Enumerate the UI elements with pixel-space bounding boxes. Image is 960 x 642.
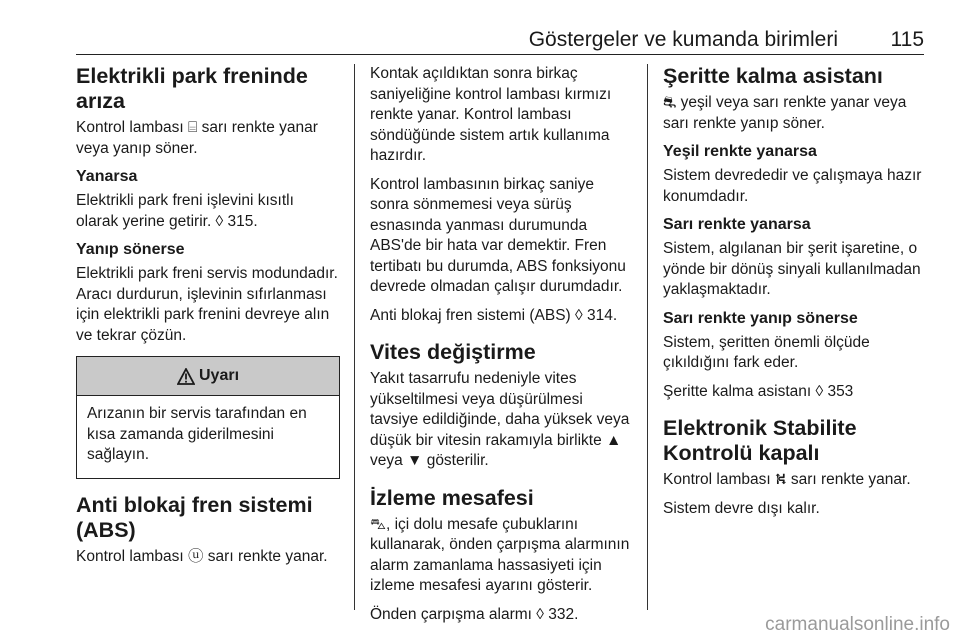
paragraph: Şeritte kalma asistanı ◊ 353 xyxy=(663,382,854,400)
paragraph: Kontrol lambasının birkaç saniye sonra sönmemesi veya sürüş esnasında yanması durumunda ABS'de bir hata var demektir. Fren tertibatı bu durumda, ABS fonksiyonu devrede olmadan çalışır durumdadır. xyxy=(370,175,626,295)
warning-title: Uyarı xyxy=(198,367,240,384)
warning-text: Arızanın bir servis tarafından en kısa zamanda giderilmesini sağlayın. xyxy=(87,405,307,463)
paragraph: Kontrol lambası ⛕ sarı renkte yanar. xyxy=(663,471,911,488)
heading-abs: Anti blokaj fren sistemi (ABS) xyxy=(76,492,313,542)
section-title: Göstergeler ve kumanda birimleri xyxy=(528,28,838,51)
heading-park-brake-fault: Elektrikli park freninde arıza xyxy=(76,64,308,113)
warning-header xyxy=(77,357,339,396)
subheading-sari-yanip: Sarı renkte yanıp sönerse xyxy=(663,309,858,327)
column-1 xyxy=(76,64,340,575)
paragraph: Sistem, algılanan bir şerit işaretine, o yönde bir dönüş sinyali kullanılmadan yaklaşmaktadır. xyxy=(663,240,921,298)
page-number: 115 xyxy=(890,28,924,51)
watermark: carmanualsonline.info xyxy=(765,614,950,635)
subheading-sari: Sarı renkte yanarsa xyxy=(663,216,811,233)
column-divider xyxy=(647,64,648,610)
paragraph: Sistem, şeritten önemli ölçüde çıkıldığını fark eder. xyxy=(663,333,870,371)
subheading-yesil: Yeşil renkte yanarsa xyxy=(663,143,817,160)
column-2 xyxy=(370,64,632,633)
paragraph: Sistem devrededir ve çalışmaya hazır konumdadır. xyxy=(663,167,922,205)
paragraph: ⛐ yeşil veya sarı renkte yanar veya sarı renkte yanıp söner. xyxy=(663,94,907,132)
page-header xyxy=(76,26,924,55)
heading-vites: Vites değiştirme xyxy=(370,340,536,364)
subheading-yanarsa: Yanarsa xyxy=(76,168,138,185)
column-divider xyxy=(354,64,355,610)
warning-triangle-icon xyxy=(177,368,195,385)
heading-lane-keep: Şeritte kalma asistanı xyxy=(663,64,883,88)
paragraph: Elektrikli park freni servis modundadır. Aracı durdurun, işlevinin sıfırlanması için elektrikli park frenini devreye alın ve tekrar çözün. xyxy=(76,265,338,344)
paragraph: Kontrol lambası ⌸ sarı renkte yanar veya yanıp söner. xyxy=(76,119,318,157)
paragraph: Kontrol lambası ⓤ sarı renkte yanar. xyxy=(76,547,328,565)
column-3 xyxy=(663,64,927,527)
heading-esc: Elektronik Stabilite Kontrolü kapalı xyxy=(663,416,857,465)
heading-izleme: İzleme mesafesi xyxy=(370,485,534,510)
paragraph: Anti blokaj fren sistemi (ABS) ◊ 314. xyxy=(370,306,618,324)
warning-box xyxy=(76,356,340,479)
paragraph: Önden çarpışma alarmı ◊ 332. xyxy=(370,605,579,623)
paragraph: Elektrikli park freni işlevini kısıtlı olarak yerine getirir. ◊ 315. xyxy=(76,192,294,230)
paragraph: Kontak açıldıktan sonra birkaç saniyeliğine kontrol lambası kırmızı renkte yanar. Kontrol lambası söndüğünde sistem artık kullanıma hazırdır. xyxy=(370,65,612,164)
subheading-yanip-sonerse: Yanıp sönerse xyxy=(76,241,185,258)
warning-body xyxy=(77,396,339,478)
paragraph: Sistem devre dışı kalır. xyxy=(663,499,820,517)
paragraph: Yakıt tasarrufu nedeniyle vites yükseltilmesi veya düşürülmesi tavsiye edildiğinde, daha yüksek veya düşük bir vitesin rakamıyla birlikte ▲ veya ▼ gösterilir. xyxy=(370,370,630,469)
paragraph: ⛍, içi dolu mesafe çubuklarını kullanarak, önden çarpışma alarmının alarm zamanlama hassasiyeti için izleme mesafesi ayarını gösterir. xyxy=(370,515,630,594)
